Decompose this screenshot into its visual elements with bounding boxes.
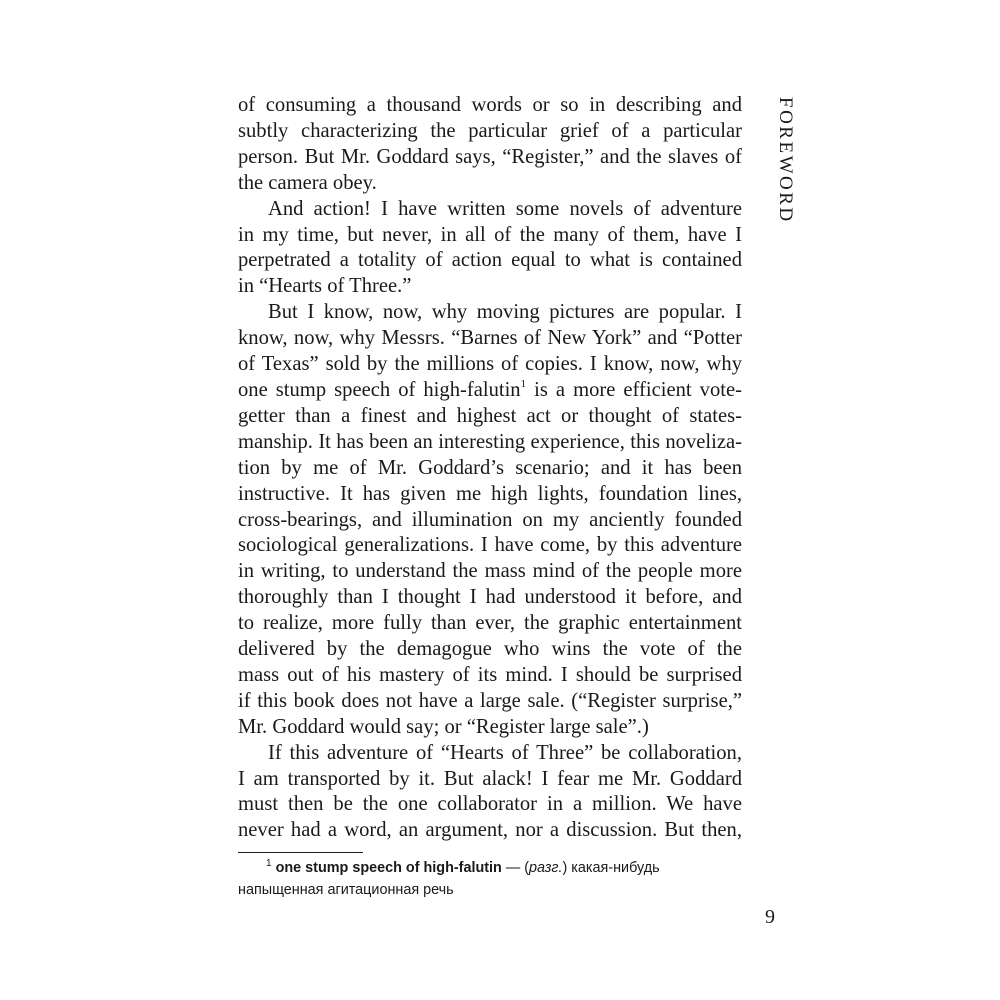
body-line: delivered by the demagogue who wins the vote of the xyxy=(238,638,742,661)
body-line: of consuming a thousand words or so in describing and xyxy=(238,94,742,116)
footnote-divider xyxy=(238,852,363,853)
body-line-end: is a more efficient vote- xyxy=(534,378,742,401)
body-line: I am transported by it. But alack! I fear me Mr. Goddard xyxy=(238,767,742,790)
footnote-gloss: ) какая-нибудь xyxy=(562,860,660,876)
body-line: never had a word, an argument, nor a discussion. But then, xyxy=(238,819,742,842)
body-line: if this book does not have a large sale. (“Register surprise,” xyxy=(238,689,742,712)
body-line: If this adventure of “Hearts of Three” be collaboration, xyxy=(268,741,742,764)
body-line: cross-bearings, and illumination on my anciently founded xyxy=(238,508,742,531)
footnote-dash: — ( xyxy=(501,860,530,876)
running-head: FOREWORD xyxy=(775,97,796,224)
body-line: But I know, now, why moving pictures are popular. I xyxy=(268,301,742,324)
footnote-line xyxy=(238,857,742,879)
body-line: person. But Mr. Goddard says, “Register,” and the slaves of xyxy=(238,145,742,168)
body-line-with-footnote xyxy=(238,378,742,404)
body-line: in writing, to understand the mass mind of the people more xyxy=(238,560,742,583)
footnote-term: one stump speech of high-falutin xyxy=(275,860,502,876)
footnote-line: напыщенная агитационная речь xyxy=(238,882,454,898)
body-line: Mr. Goddard would say; or “Register large sale”.) xyxy=(238,715,649,738)
footnote-reference[interactable]: 1 xyxy=(520,377,527,390)
body-line: in my time, but never, in all of the many of them, have I xyxy=(238,223,742,246)
footnote-abbreviation: разг. xyxy=(529,860,563,876)
body-line: must then be the one collaborator in a million. We have xyxy=(238,793,742,816)
body-line: mass out of his mastery of its mind. I should be surprised xyxy=(238,663,742,686)
body-line: to realize, more fully than ever, the graphic entertainment xyxy=(238,612,742,635)
body-line: the camera obey. xyxy=(238,171,377,194)
body-line: getter than a finest and highest act or thought of states- xyxy=(238,404,742,427)
body-line: in “Hearts of Three.” xyxy=(238,275,412,298)
body-line: manship. It has been an interesting experience, this noveliza- xyxy=(238,430,742,453)
body-line: tion by me of Mr. Goddard’s scenario; and it has been xyxy=(238,456,742,479)
footnote xyxy=(238,857,742,901)
body-line: sociological generalizations. I have come, by this adventure xyxy=(238,534,742,557)
body-text xyxy=(238,93,742,844)
footnote-number: 1 xyxy=(266,858,272,869)
body-line: And action! I have written some novels of adventure xyxy=(268,197,742,220)
page-number: 9 xyxy=(765,906,775,928)
body-line: of Texas” sold by the millions of copies. I know, now, why xyxy=(238,353,742,376)
body-line: perpetrated a totality of action equal to what is contained xyxy=(238,249,742,272)
body-line: thoroughly than I thought I had understood it before, and xyxy=(238,586,742,609)
body-line: subtly characterizing the particular grief of a particular xyxy=(238,119,742,142)
body-line: instructive. It has given me high lights, foundation lines, xyxy=(238,482,742,505)
body-line-start: one stump speech of high-falutin xyxy=(238,378,521,401)
body-line: know, now, why Messrs. “Barnes of New York” and “Potter xyxy=(238,327,742,350)
